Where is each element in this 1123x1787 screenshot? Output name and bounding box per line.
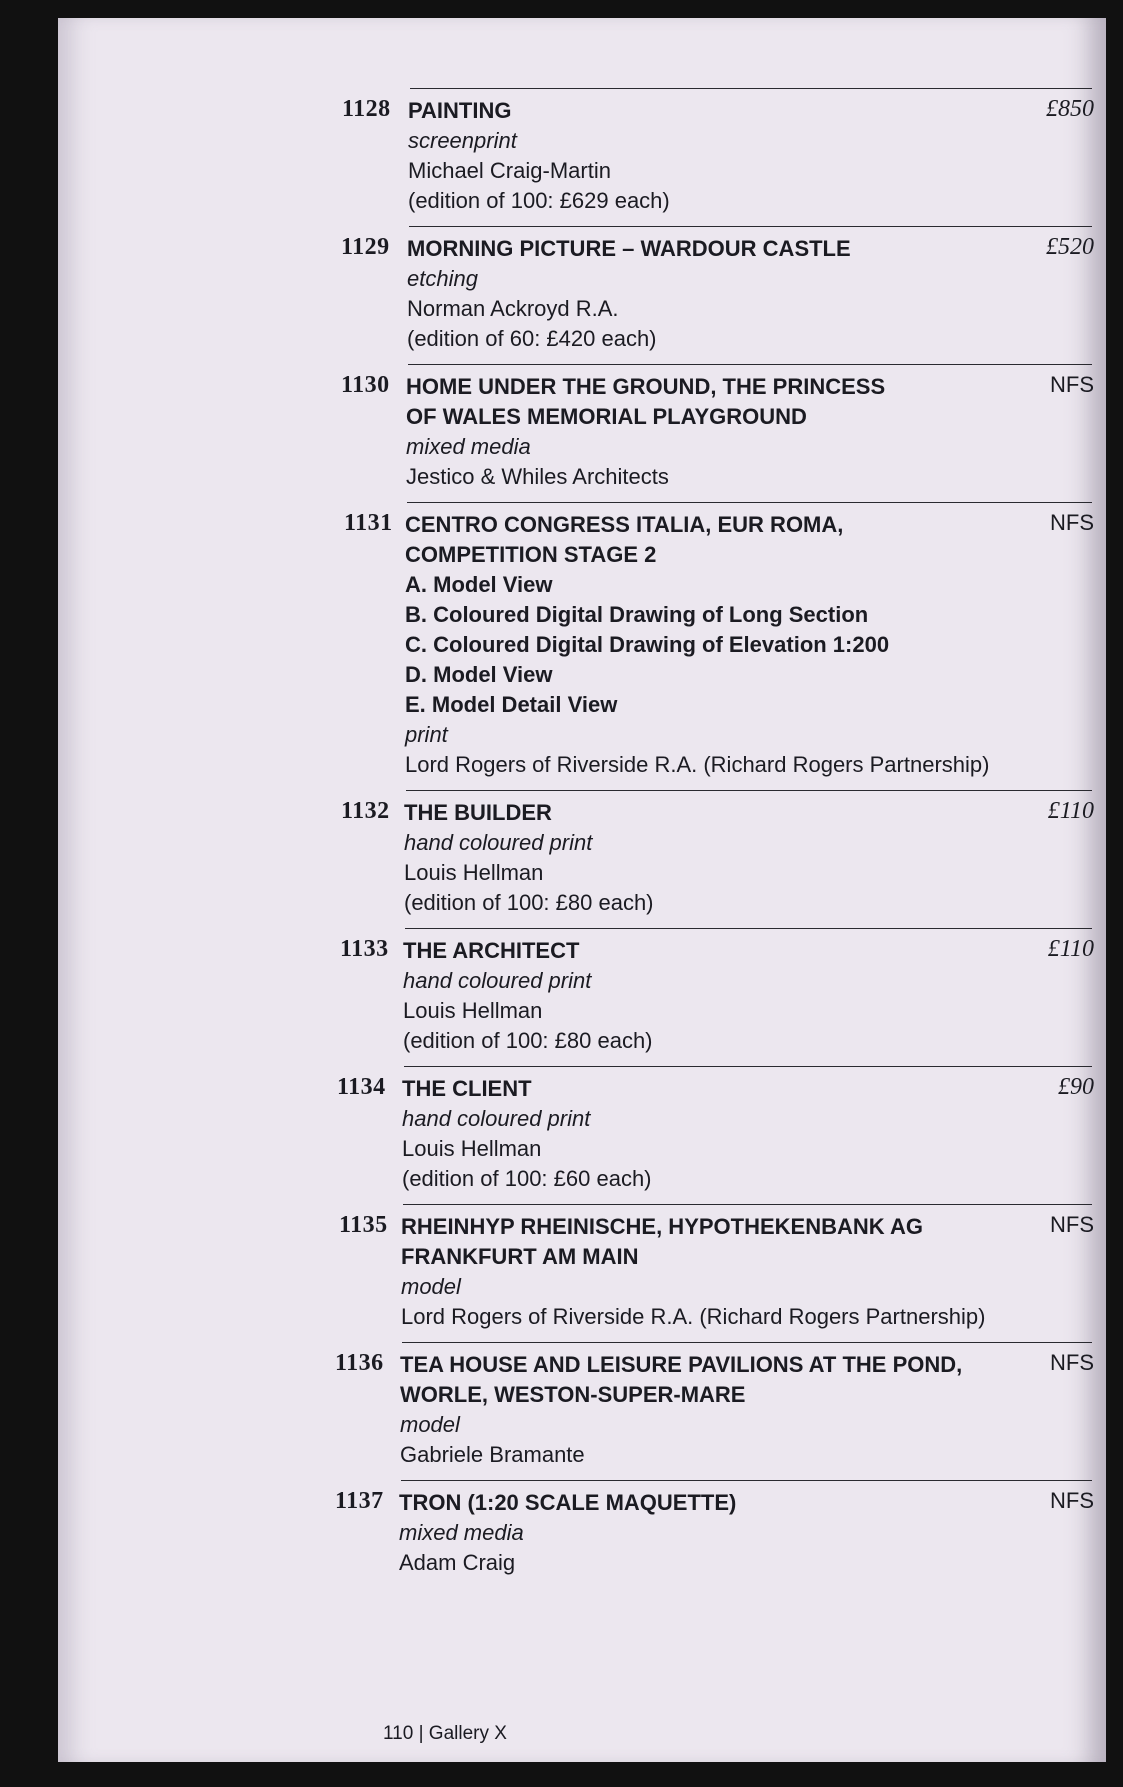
catalogue-entry (58, 928, 1106, 1066)
entry-medium: mixed media (399, 1520, 524, 1545)
catalogue-entry (58, 88, 1106, 226)
entry-title: PAINTING (408, 98, 512, 123)
entry-divider (402, 1342, 1092, 1343)
entry-price: £110 (1047, 798, 1094, 824)
entry-number: 1131 (344, 510, 393, 536)
entry-subitem: E. Model Detail View (405, 692, 618, 717)
entry-medium: model (401, 1274, 461, 1299)
catalogue-entry (58, 226, 1106, 364)
entry-edition: (edition of 100: £629 each) (408, 188, 670, 213)
entry-price: NFS (1050, 1212, 1094, 1237)
entry-medium: model (400, 1412, 460, 1437)
entry-number: 1137 (335, 1488, 384, 1514)
entry-title: MORNING PICTURE – WARDOUR CASTLE (407, 236, 851, 261)
entry-number: 1129 (341, 234, 390, 260)
entry-edition: (edition of 60: £420 each) (407, 326, 657, 351)
entry-divider (403, 1204, 1092, 1205)
entry-price: NFS (1050, 1488, 1094, 1513)
entry-price: NFS (1050, 372, 1094, 397)
entry-artist: Louis Hellman (404, 860, 544, 885)
catalogue-entry (58, 502, 1106, 790)
entry-title: COMPETITION STAGE 2 (405, 542, 657, 567)
entry-details (406, 364, 1106, 492)
entry-title: TRON (1:20 SCALE MAQUETTE) (399, 1490, 737, 1515)
entry-price: NFS (1050, 510, 1094, 535)
entry-medium: screenprint (408, 128, 517, 153)
catalogue-entry (58, 364, 1106, 502)
entry-divider (404, 1066, 1092, 1067)
entry-artist: Louis Hellman (403, 998, 543, 1023)
catalogue-entry (58, 790, 1106, 928)
entry-artist: Gabriele Bramante (400, 1442, 585, 1467)
entry-artist: Jestico & Whiles Architects (406, 464, 669, 489)
entry-artist: Lord Rogers of Riverside R.A. (Richard Rogers Partnership) (405, 752, 990, 777)
entry-artist: Louis Hellman (402, 1136, 542, 1161)
entry-details (405, 502, 1106, 780)
entry-title: OF WALES MEMORIAL PLAYGROUND (406, 404, 807, 429)
entry-medium: mixed media (406, 434, 531, 459)
entry-medium: etching (407, 266, 478, 291)
entry-details (408, 88, 1106, 216)
entry-details (401, 1204, 1106, 1332)
entry-number: 1128 (342, 96, 391, 122)
entry-details (404, 790, 1106, 918)
entry-number: 1133 (340, 936, 389, 962)
entry-divider (410, 88, 1092, 89)
entry-price: £850 (1046, 96, 1094, 122)
entry-divider (405, 928, 1092, 929)
catalogue-entry (58, 1066, 1106, 1204)
entry-title: CENTRO CONGRESS ITALIA, EUR ROMA, (405, 512, 844, 537)
catalogue-list (58, 88, 1106, 1588)
entry-details (407, 226, 1106, 354)
entry-artist: Adam Craig (399, 1550, 516, 1575)
entry-price: £110 (1047, 936, 1094, 962)
entry-title: WORLE, WESTON-SUPER-MARE (400, 1382, 746, 1407)
page-footer: 110 | Gallery X (383, 1723, 507, 1744)
entry-divider (401, 1480, 1092, 1481)
entry-medium: hand coloured print (404, 830, 593, 855)
entry-number: 1136 (335, 1350, 384, 1376)
catalogue-entry (58, 1204, 1106, 1342)
entry-title: HOME UNDER THE GROUND, THE PRINCESS (406, 374, 886, 399)
entry-title: RHEINHYP RHEINISCHE, HYPOTHEKENBANK AG (401, 1214, 923, 1239)
entry-divider (408, 364, 1092, 365)
entry-edition: (edition of 100: £80 each) (403, 1028, 653, 1053)
entry-divider (406, 790, 1092, 791)
entry-price: NFS (1050, 1350, 1094, 1375)
entry-number: 1130 (341, 372, 390, 398)
entry-number: 1132 (341, 798, 390, 824)
entry-medium: print (405, 722, 448, 747)
entry-divider (409, 226, 1092, 227)
entry-details (400, 1342, 1106, 1470)
entry-details (399, 1480, 1106, 1578)
catalogue-entry (58, 1342, 1106, 1480)
entry-title: THE ARCHITECT (403, 938, 580, 963)
entry-medium: hand coloured print (402, 1106, 591, 1131)
entry-divider (407, 502, 1092, 503)
catalogue-entry (58, 1480, 1106, 1588)
entry-number: 1134 (337, 1074, 386, 1100)
entry-edition: (edition of 100: £80 each) (404, 890, 654, 915)
entry-subitem: D. Model View (405, 662, 553, 687)
entry-title: THE CLIENT (402, 1076, 532, 1101)
entry-number: 1135 (339, 1212, 388, 1238)
entry-title: TEA HOUSE AND LEISURE PAVILIONS AT THE POND, (400, 1352, 963, 1377)
entry-title: THE BUILDER (404, 800, 552, 825)
entry-title: FRANKFURT AM MAIN (401, 1244, 639, 1269)
entry-details (402, 1066, 1106, 1194)
entry-details (403, 928, 1106, 1056)
entry-artist: Michael Craig-Martin (408, 158, 611, 183)
entry-artist: Lord Rogers of Riverside R.A. (Richard Rogers Partnership) (401, 1304, 986, 1329)
entry-medium: hand coloured print (403, 968, 592, 993)
entry-subitem: C. Coloured Digital Drawing of Elevation 1:200 (405, 632, 890, 657)
entry-artist: Norman Ackroyd R.A. (407, 296, 619, 321)
entry-edition: (edition of 100: £60 each) (402, 1166, 652, 1191)
entry-subitem: A. Model View (405, 572, 553, 597)
entry-subitem: B. Coloured Digital Drawing of Long Section (405, 602, 869, 627)
catalogue-page (58, 18, 1106, 1762)
entry-price: £90 (1058, 1074, 1094, 1100)
entry-price: £520 (1046, 234, 1094, 260)
